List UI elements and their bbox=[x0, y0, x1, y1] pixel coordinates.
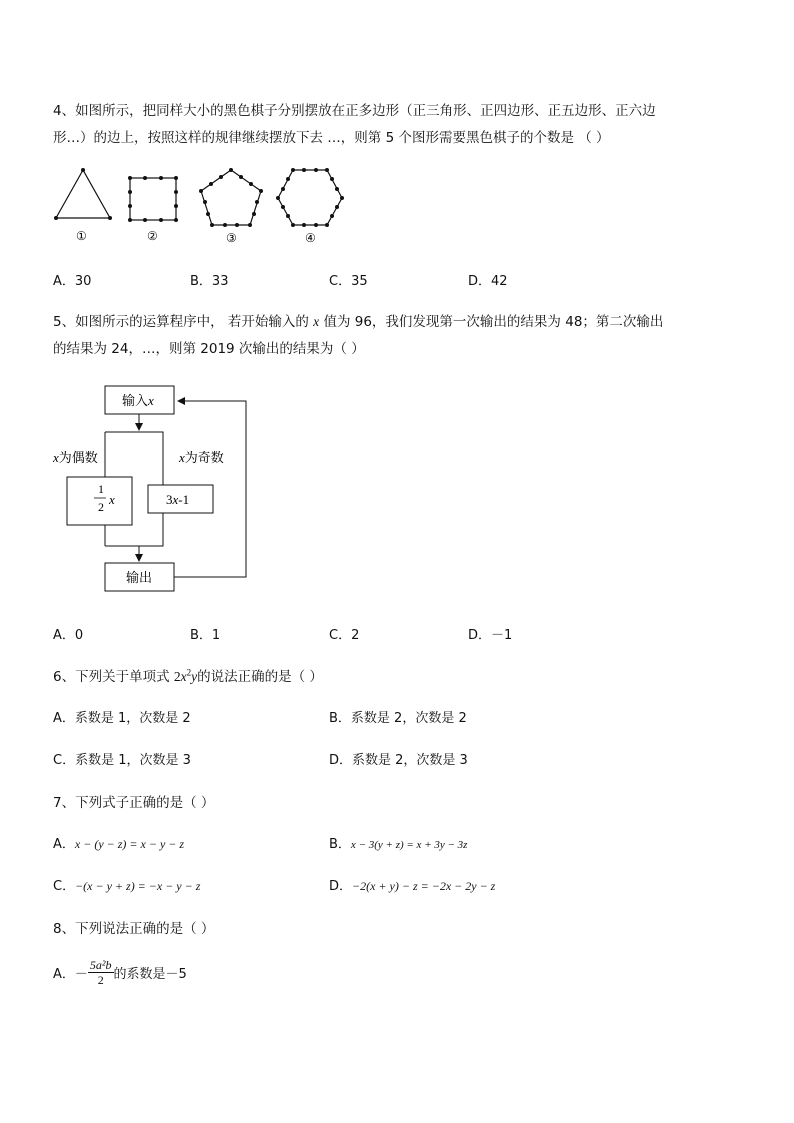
q8-option-a: A．－ $\frac{\text{5a²b}}{2}$ 的系数是－5 bbox=[53, 958, 187, 987]
q4-stem-line1: 4、如图所示，把同样大小的黑色棋子分别摆放在正多边形（正三角形、正四边形、正五边形、正六边 bbox=[53, 103, 656, 119]
flow-even-label: x为偶数 bbox=[53, 450, 98, 465]
flow-output-label: 输出 bbox=[126, 570, 153, 585]
q5-option-a: A．0 bbox=[53, 628, 84, 643]
q7-option-c: C．−(x − y + z) = −x − y − z bbox=[53, 879, 201, 894]
flow-triple-label: 3x-1 bbox=[166, 492, 190, 507]
q4-option-d: D．42 bbox=[468, 274, 508, 289]
flow-input-label: 输入x bbox=[122, 393, 154, 408]
pentagon-figure bbox=[199, 168, 263, 227]
figure-label-4: ④ bbox=[305, 231, 316, 245]
q8-fraction-numerator: 5a²b bbox=[89, 958, 112, 972]
flow-half-num: 1 bbox=[98, 482, 104, 496]
q8-stem: 8、下列说法正确的是（ ） bbox=[53, 921, 215, 937]
flow-odd-label: x为奇数 bbox=[179, 450, 224, 465]
figure-label-1: ① bbox=[76, 229, 87, 243]
q7-stem: 7、下列式子正确的是（ ） bbox=[53, 795, 215, 811]
q6-option-d: D．系数是 2，次数是 3 bbox=[329, 753, 468, 768]
q4-option-a: A．30 bbox=[53, 274, 92, 289]
q6-option-a: A．系数是 1，次数是 2 bbox=[53, 711, 191, 726]
q4-polygon-figures bbox=[50, 160, 350, 252]
q5-option-c: C．2 bbox=[329, 628, 360, 643]
q6-option-b: B．系数是 2，次数是 2 bbox=[329, 711, 467, 726]
q4-option-c: C．35 bbox=[329, 274, 368, 289]
figure-label-2: ② bbox=[147, 229, 158, 243]
q6-option-c: C．系数是 1，次数是 3 bbox=[53, 753, 191, 768]
triangle-figure bbox=[54, 168, 112, 220]
flow-half-var: x bbox=[109, 492, 115, 507]
square-figure bbox=[128, 176, 178, 222]
q4-option-b: B．33 bbox=[190, 274, 229, 289]
flow-half-den: 2 bbox=[98, 500, 104, 514]
q7-option-d: D．−2(x + y) − z = −2x − 2y − z bbox=[329, 879, 496, 894]
q5-stem-line2: 的结果为 24，…，则第 2019 次输出的结果为（ ） bbox=[53, 341, 365, 357]
q6-stem: 6、下列关于单项式 $2x^2y$的说法正确的是（ ） bbox=[53, 667, 323, 685]
q7-option-a: A．x − (y − z) = x − y − z bbox=[53, 837, 185, 852]
q5-option-d: D．－1 bbox=[468, 628, 513, 643]
q8-fraction-denominator: 2 bbox=[97, 973, 104, 987]
q4-stem-line2: 形…）的边上，按照这样的规律继续摆放下去 …，则第 5 个图形需要黑色棋子的个数是 （ ） bbox=[53, 130, 610, 146]
q7-option-b: B．x − 3(y + z) = x + 3y − 3z bbox=[329, 837, 468, 852]
q5-option-b: B．1 bbox=[190, 628, 221, 643]
figure-label-3: ③ bbox=[226, 231, 237, 245]
hexagon-figure bbox=[276, 168, 344, 227]
q5-flowchart bbox=[50, 380, 260, 600]
q5-stem-line1: 5、如图所示的运算程序中， 若开始输入的 x 值为 96，我们发现第一次输出的结果为 48；第二次输出 bbox=[53, 314, 664, 330]
